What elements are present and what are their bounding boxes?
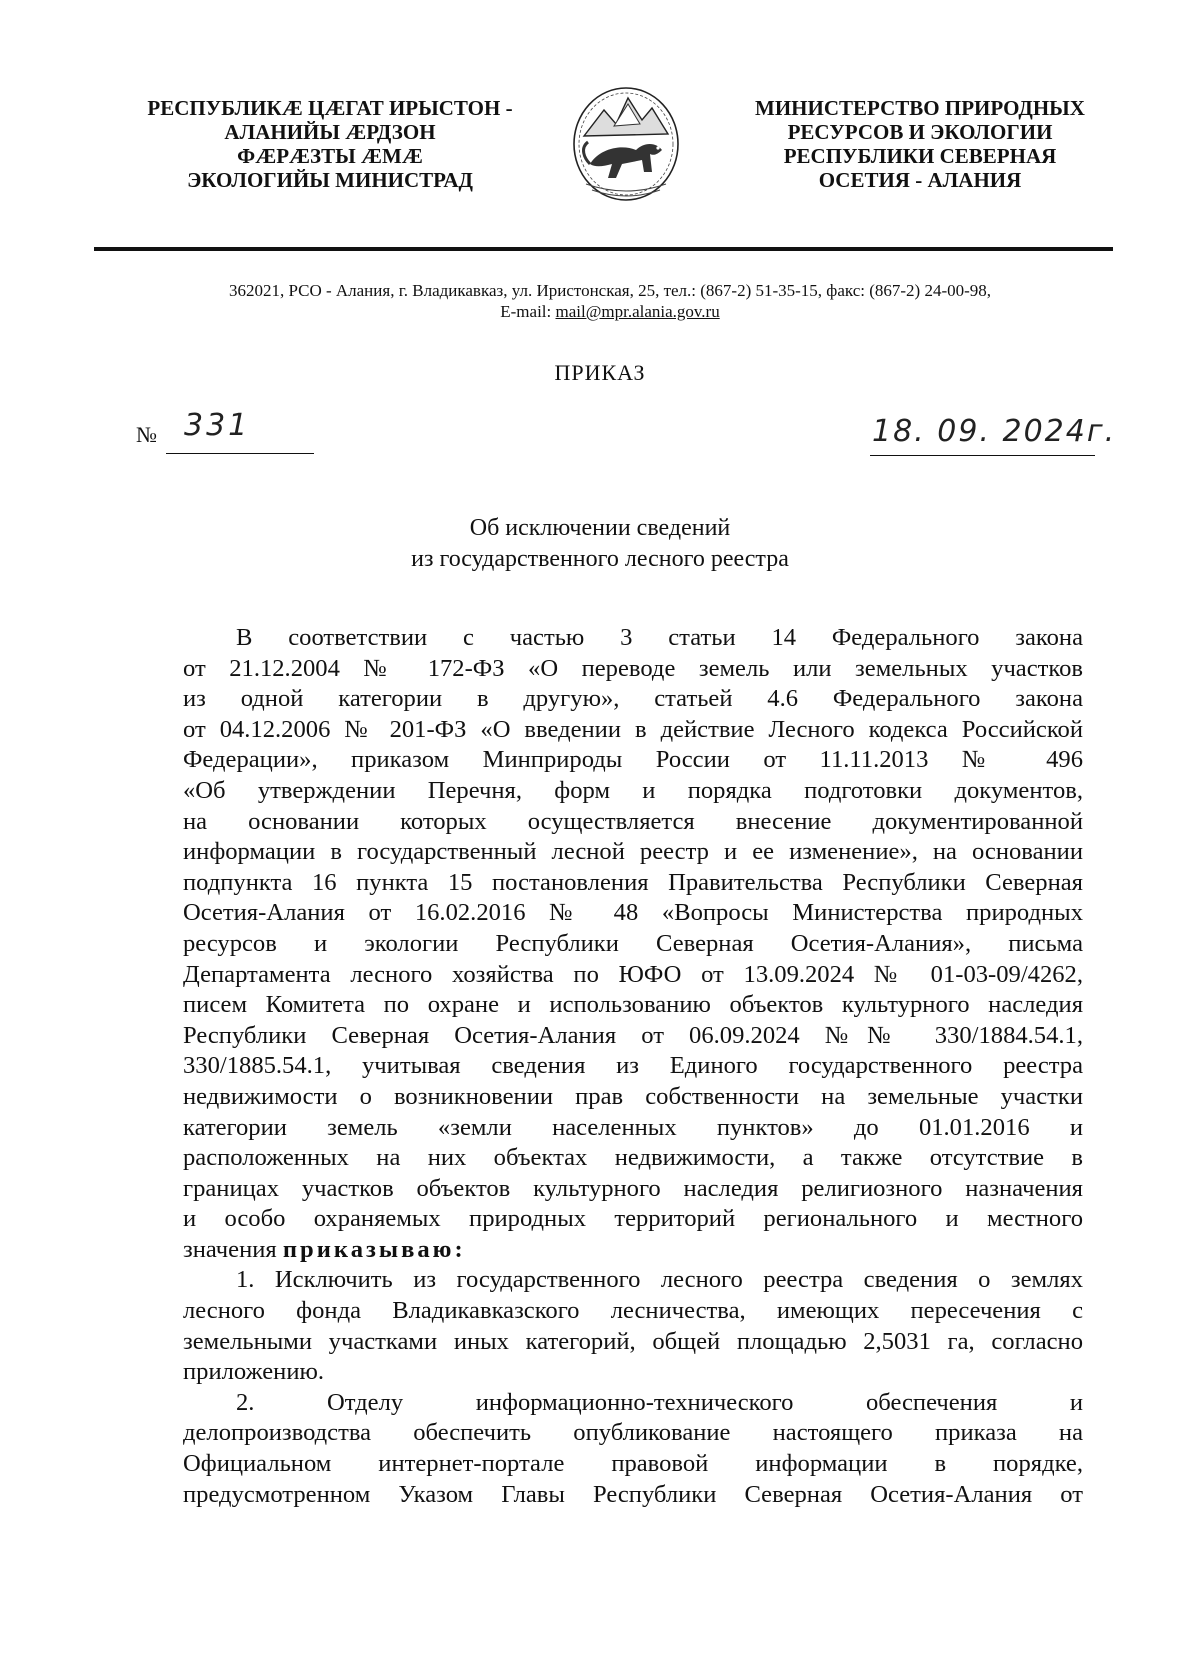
header-right-russian bbox=[735, 96, 1105, 192]
body-line: «Об утверждении Перечня, форм и порядка подготовки документов, bbox=[183, 776, 1083, 804]
header-divider bbox=[94, 247, 1113, 251]
body-line: от 21.12.2004 № 172-ФЗ «О переводе земель или земельных участков bbox=[183, 654, 1083, 682]
number-label: № bbox=[136, 422, 157, 447]
subject-line: Об исключении сведений bbox=[469, 515, 731, 541]
body-line: Департамента лесного хозяйства по ЮФО от 13.09.2024 № 01-03-09/4262, bbox=[183, 960, 1083, 988]
document-body bbox=[183, 623, 1083, 1510]
header-left-line: ЭКОЛОГИЙЫ МИНИСТРАД bbox=[187, 168, 473, 192]
body-line: из одной категории в другую», статьей 4.6 Федерального закона bbox=[183, 685, 1083, 713]
item1-line: лесного фонда Владикавказского лесничества, имеющих пересечения с bbox=[183, 1297, 1083, 1325]
email-line bbox=[80, 301, 1140, 322]
decree-word: приказываю: bbox=[282, 1235, 466, 1263]
header-right-line: ОСЕТИЯ - АЛАНИЯ bbox=[818, 168, 1022, 192]
item2-line: предусмотренном Указом Главы Республики Северная Осетия-Алания от bbox=[183, 1480, 1083, 1508]
subject-line: из государственного лесного реестра bbox=[411, 546, 789, 572]
item1-line: 1. Исключить из государственного лесного реестра сведения о землях bbox=[236, 1266, 1083, 1294]
decree-prefix: значения bbox=[183, 1235, 283, 1263]
address-block bbox=[80, 280, 1140, 322]
body-line: Республики Северная Осетия-Алания от 06.09.2024 №№ 330/1884.54.1, bbox=[183, 1021, 1083, 1049]
document-date: 18. 09. 2024г. bbox=[872, 414, 1117, 449]
header-right-line: МИНИСТЕРСТВО ПРИРОДНЫХ bbox=[755, 96, 1085, 120]
number-underline bbox=[166, 453, 314, 454]
body-line: и особо охраняемых природных территорий регионального и местного bbox=[183, 1205, 1083, 1233]
body-line: на основании которых осуществляется внесение документированной bbox=[183, 807, 1083, 835]
body-line: подпункта 16 пункта 15 постановления Правительства Республики Северная bbox=[183, 868, 1083, 896]
document-title: ПРИКАЗ bbox=[554, 360, 646, 385]
body-line: Федерации», приказом Минприроды России от 11.11.2013 № 496 bbox=[183, 746, 1083, 774]
item2-line: делопроизводства обеспечить опубликование настоящего приказа на bbox=[183, 1419, 1083, 1447]
body-line: Осетия-Алания от 16.02.2016 № 48 «Вопросы Министерства природных bbox=[183, 899, 1083, 927]
body-line: ресурсов и экологии Республики Северная Осетия-Алания», письма bbox=[183, 929, 1083, 957]
address-line: 362021, РСО - Алания, г. Владикавказ, ул. Иристонская, 25, тел.: (867-2) 51-35-15, факс: (867-2) 24-00-98, bbox=[228, 281, 992, 300]
header-right-line: РЕСУРСОВ И ЭКОЛОГИИ bbox=[787, 120, 1053, 144]
item2-line: Официальном интернет-портале правовой информации в порядке, bbox=[183, 1450, 1083, 1478]
body-line: писем Комитета по охране и использованию объектов культурного наследия bbox=[183, 991, 1083, 1019]
coat-of-arms-icon bbox=[570, 84, 682, 204]
date-underline bbox=[870, 455, 1095, 456]
body-line: категории земель «земли населенных пунктов» до 01.01.2016 и bbox=[183, 1113, 1083, 1141]
body-line: информации в государственный лесной реестр и ее изменение», на основании bbox=[183, 838, 1083, 866]
body-line: границах участков объектов культурного наследия религиозного назначения bbox=[183, 1174, 1083, 1202]
body-line: В соответствии с частью 3 статьи 14 Федерального закона bbox=[236, 624, 1083, 651]
header-left-line: ФӔРӔЗТЫ ӔМӔ bbox=[237, 144, 423, 168]
body-line: 330/1885.54.1, учитывая сведения из Единого государственного реестра bbox=[183, 1052, 1083, 1080]
item2-line: 2. Отделу информационно-технического обеспечения и bbox=[236, 1388, 1083, 1416]
header-left-line: РЕСПУБЛИКӔ ЦӔГАТ ИРЫСТОН - bbox=[147, 96, 513, 120]
header-left-ossetian bbox=[110, 96, 550, 192]
header-left-line: АЛАНИЙЫ ӔРДЗОН bbox=[224, 120, 436, 144]
body-line: недвижимости о возникновении прав собственности на земельные участки bbox=[183, 1082, 1083, 1110]
item1-line: земельными участками иных категорий, общей площадью 2,5031 га, согласно bbox=[183, 1327, 1083, 1355]
document-number: 331 bbox=[184, 408, 251, 443]
body-line: расположенных на них объектах недвижимости, а также отсутствие в bbox=[183, 1144, 1083, 1172]
email-label: E-mail: bbox=[500, 302, 556, 321]
header-right-line: РЕСПУБЛИКИ СЕВЕРНАЯ bbox=[783, 144, 1057, 168]
email-link[interactable]: mail@mpr.alania.gov.ru bbox=[555, 302, 720, 321]
body-line: от 04.12.2006 № 201-ФЗ «О введении в действие Лесного кодекса Российской bbox=[183, 715, 1083, 743]
body-line-decree bbox=[183, 1235, 1083, 1266]
document-subject bbox=[0, 513, 1200, 575]
item1-line: приложению. bbox=[183, 1358, 325, 1386]
